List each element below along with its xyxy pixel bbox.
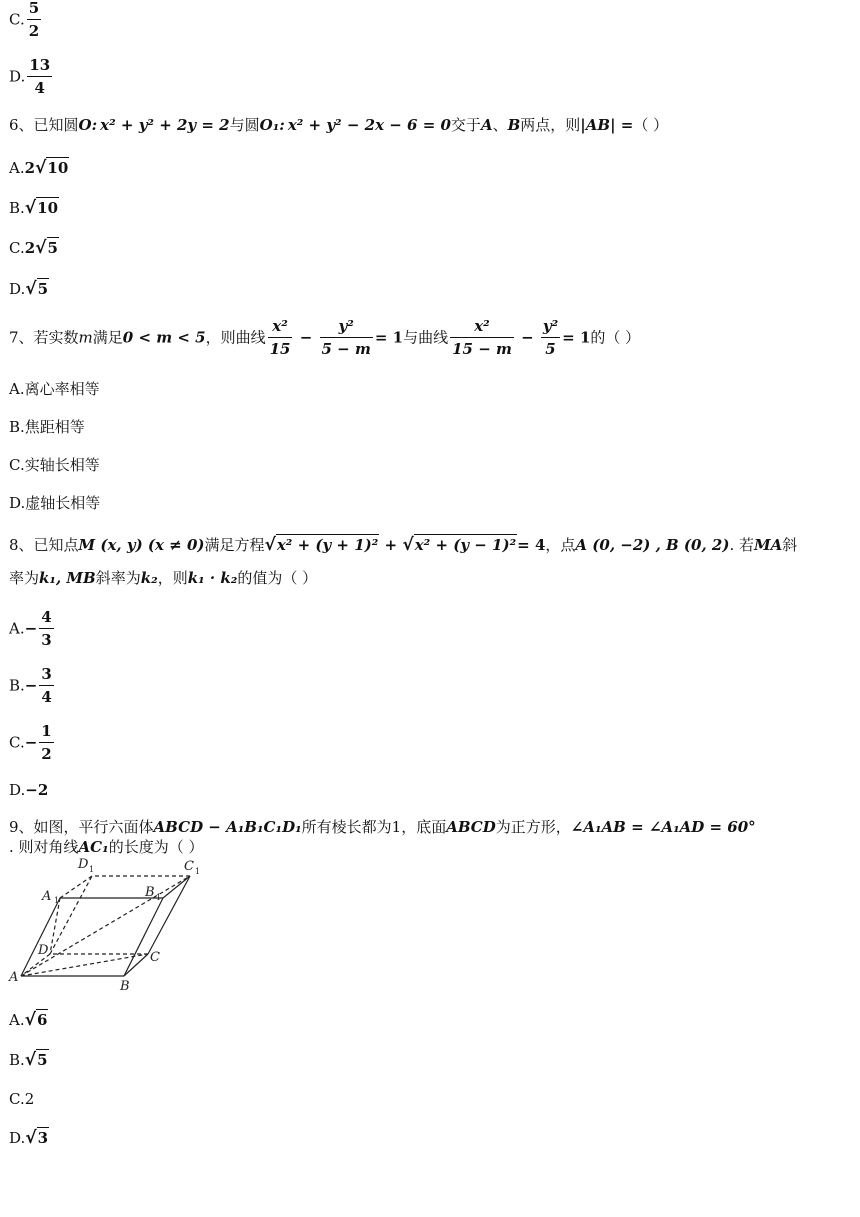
question-7-option-d: D.虚轴长相等 bbox=[9, 494, 101, 512]
fraction: $\frac{\text{x²}}{15 - m}$ bbox=[452, 317, 512, 359]
question-8-stem-line2: 率为k₁, MB斜率为k₂，则k₁ · k₂的值为（ ） bbox=[9, 569, 318, 587]
question-9-option-a: A.√6 bbox=[9, 1010, 48, 1030]
question-8-option-c: C.− $\frac{1}{2}$ bbox=[9, 722, 52, 764]
question-6-option-d: D.√5 bbox=[9, 279, 49, 299]
vertex-label-d: D bbox=[38, 943, 49, 958]
question-8-option-a: A.− $\frac{4}{3}$ bbox=[9, 608, 52, 650]
fraction: $\frac{3}{4}$ bbox=[41, 665, 52, 707]
question-6-option-c: C.2√5 bbox=[9, 238, 58, 258]
question-7-option-c: C.实轴长相等 bbox=[9, 456, 100, 474]
vertex-sub-c1: 1 bbox=[195, 867, 201, 876]
question-8-stem-line1: 8、已知点M (x, y) (x ≠ 0)满足方程√x² + (y + 1)² + √x² + (y − 1)²= 4，点A (0, −2) , B (0, 2). 若MA斜 bbox=[9, 535, 798, 555]
option-c-top: C. $\frac{5}{2}$ bbox=[9, 0, 40, 41]
question-9-option-b: B.√5 bbox=[9, 1050, 48, 1070]
fraction: $\frac{13}{4}$ bbox=[29, 56, 51, 98]
vertex-label-b1: B bbox=[145, 885, 155, 900]
vertex-label-a: A bbox=[9, 970, 19, 985]
vertex-label-c: C bbox=[150, 950, 160, 965]
question-9-option-c: C.2 bbox=[9, 1090, 35, 1108]
question-6-option-a: A.2√10 bbox=[9, 158, 69, 178]
fraction: $\frac{4}{3}$ bbox=[41, 608, 52, 650]
fraction: $\frac{1}{2}$ bbox=[41, 722, 52, 764]
option-d-top: D. $\frac{13}{4}$ bbox=[9, 56, 51, 98]
question-7-option-a: A.离心率相等 bbox=[9, 380, 100, 398]
vertex-sub-a1: 1 bbox=[54, 896, 60, 905]
question-8-option-d: D.−2 bbox=[9, 781, 49, 799]
parallelepiped-figure bbox=[8, 856, 208, 994]
question-7-option-b: B.焦距相等 bbox=[9, 418, 85, 436]
question-8-option-b: B.− $\frac{3}{4}$ bbox=[9, 665, 52, 707]
vertex-label-c1: C bbox=[184, 859, 194, 874]
question-9-stem-line2: . 则对角线AC₁的长度为（ ） bbox=[9, 838, 204, 856]
question-9-stem-line1: 9、如图，平行六面体ABCD − A₁B₁C₁D₁所有棱长都为1，底面ABCD为正方形，∠A₁AB = ∠A₁AD = 60° bbox=[9, 818, 756, 836]
question-7-stem: 7、若实数m满足0 < m < 5，则曲线 $\frac{\text{x²}}{15}$ − $\frac{\text{y²}}{5 - m}$ = 1与曲线 $\frac{\text{x²}}{15 - m}$ − $\frac{\text{y²}}{5}$ = 1的（ ） bbox=[9, 317, 641, 359]
question-6-stem: 6、已知圆O: x² + y² + 2y = 2与圆O₁: x² + y² − 2x − 6 = 0交于A、B两点，则|AB| =（ ） bbox=[9, 116, 669, 134]
fraction: $\frac{\text{y²}}{5}$ bbox=[542, 317, 559, 359]
fraction: $\frac{\text{x²}}{15}$ bbox=[269, 317, 291, 359]
vertex-sub-b1: 1 bbox=[156, 893, 162, 902]
vertex-label-d1: D bbox=[78, 857, 89, 872]
vertex-sub-d1: 1 bbox=[89, 865, 95, 874]
fraction: $\frac{\text{y²}}{5 - m}$ bbox=[321, 317, 371, 359]
fraction: $\frac{5}{2}$ bbox=[28, 0, 40, 41]
question-6-option-b: B.√10 bbox=[9, 198, 59, 218]
vertex-label-a1: A bbox=[42, 889, 52, 904]
question-9-option-d: D.√3 bbox=[9, 1128, 49, 1148]
vertex-label-b: B bbox=[120, 979, 130, 994]
